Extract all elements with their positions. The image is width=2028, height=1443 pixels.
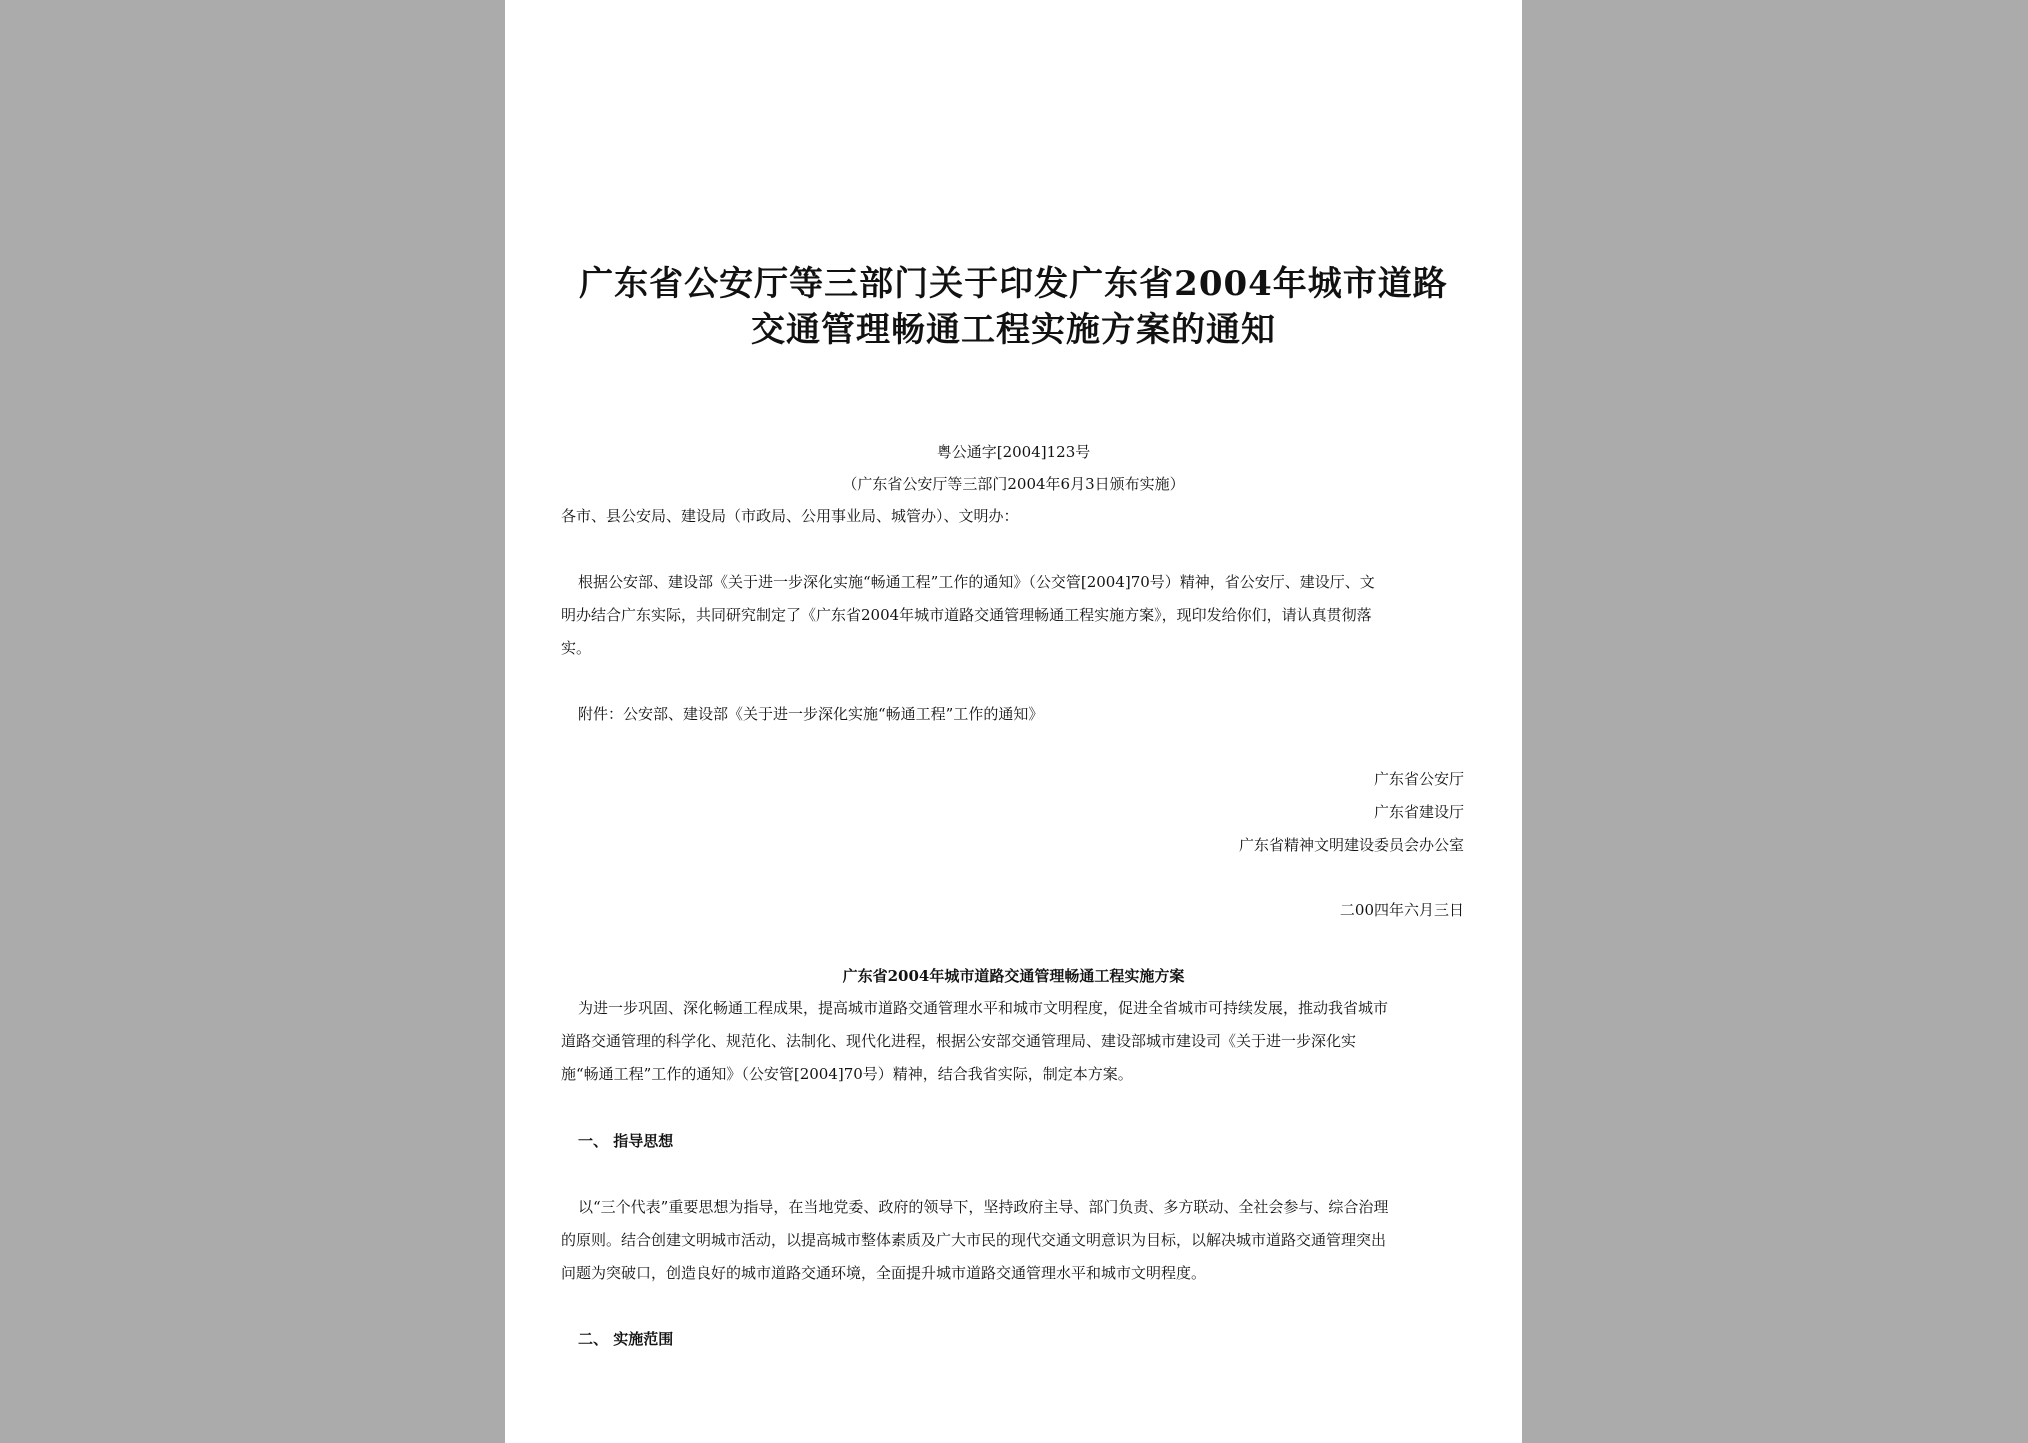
plan-intro-line-2: 道路交通管理的科学化、规范化、法制化、现代化进程，根据公安部交通管理局、建设部城市建设司《关于进一步深化实 xyxy=(561,1032,1357,1050)
plan-intro-line-1: 为进一步巩固、深化畅通工程成果，提高城市道路交通管理水平和城市文明程度，促进全省城市可持续发展，推动我省城市 xyxy=(578,999,1389,1017)
plan-intro-line-3: 施“畅通工程”工作的通知》（公安管[2004]70号）精神，结合我省实际，制定本方案。 xyxy=(561,1065,1133,1083)
document-date: 二00四年六月三日 xyxy=(1339,901,1464,919)
plan-title: 广东省2004年城市道路交通管理畅通工程实施方案 xyxy=(842,967,1185,985)
attachment-note: 附件：公安部、建设部《关于进一步深化实施“畅通工程”工作的通知》 xyxy=(578,705,1044,723)
issued-note: （广东省公安厅等三部门2004年6月3日颁布实施） xyxy=(842,475,1185,493)
body-paragraph-line-2: 明办结合广东实际，共同研究制定了《广东省2004年城市道路交通管理畅通工程实施方案》，现印发给你们，请认真贯彻落 xyxy=(561,606,1372,624)
section1-line-3: 问题为突破口，创造良好的城市道路交通环境，全面提升城市道路交通管理水平和城市文明程度。 xyxy=(561,1264,1207,1282)
addressee: 各市、县公安局、建设局（市政局、公用事业局、城管办）、文明办： xyxy=(561,507,1019,525)
section-heading-scope: 二、 实施范围 xyxy=(578,1330,674,1348)
section-heading-guiding-ideology: 一、 指导思想 xyxy=(578,1132,674,1150)
body-paragraph-line-1: 根据公安部、建设部《关于进一步深化实施“畅通工程”工作的通知》（公交管[2004]70号）精神，省公安厅、建设厅、文 xyxy=(578,573,1375,591)
document-title-line-1: 广东省公安厅等三部门关于印发广东省2004年城市道路 xyxy=(579,264,1448,304)
document-number: 粤公通字[2004]123号 xyxy=(936,443,1091,461)
signatory-public-security: 广东省公安厅 xyxy=(1373,770,1464,788)
document-title-line-2: 交通管理畅通工程实施方案的通知 xyxy=(751,310,1276,350)
body-paragraph-line-3: 实。 xyxy=(561,639,592,657)
signatory-construction: 广东省建设厅 xyxy=(1373,803,1464,821)
document-page xyxy=(505,0,1522,1443)
section1-line-2: 的原则。结合创建文明城市活动，以提高城市整体素质及广大市民的现代交通文明意识为目标，以解决城市道路交通管理突出 xyxy=(561,1231,1387,1249)
signatory-civilization-office: 广东省精神文明建设委员会办公室 xyxy=(1238,836,1464,854)
section1-line-1: 以“三个代表”重要思想为指导，在当地党委、政府的领导下，坚持政府主导、部门负责、多方联动、全社会参与、综合治理 xyxy=(578,1198,1389,1216)
